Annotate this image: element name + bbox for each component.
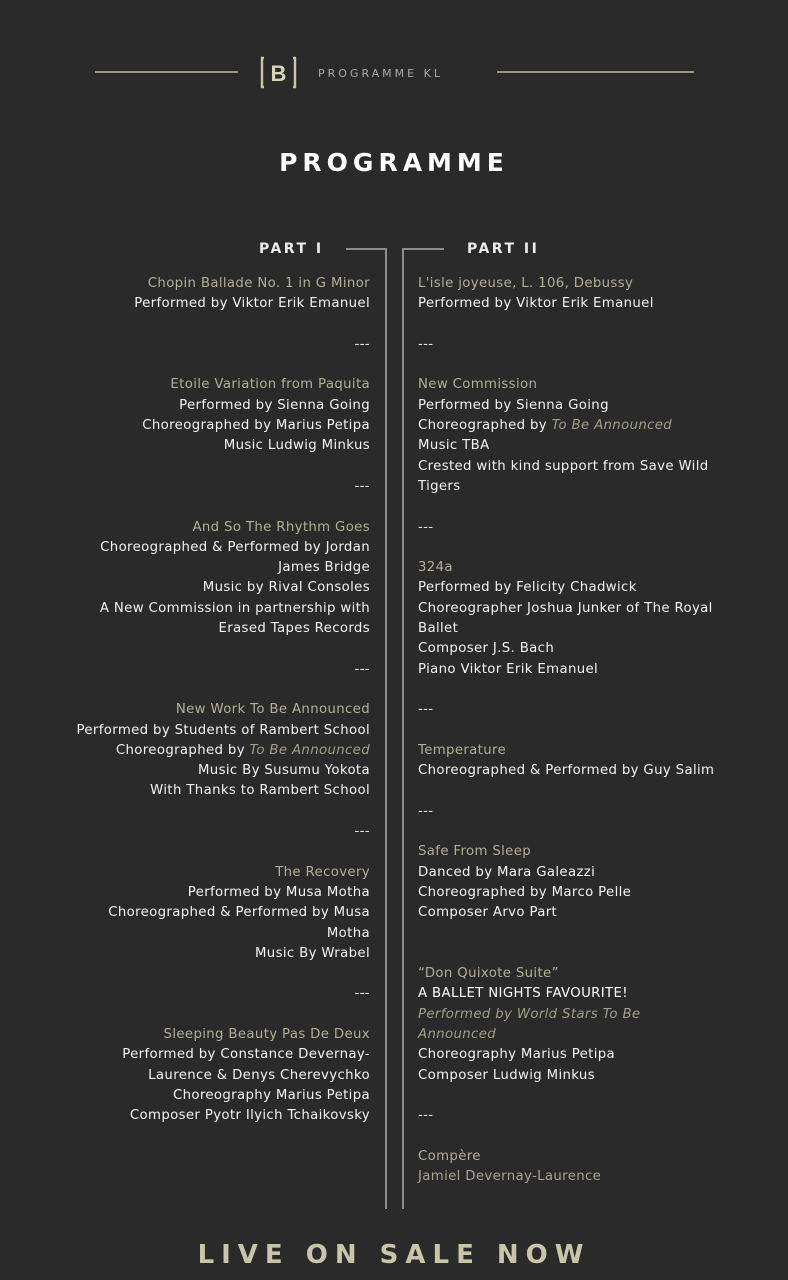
separator: --- <box>354 824 370 840</box>
separator: --- <box>418 519 434 535</box>
logo-icon <box>260 56 297 89</box>
divider-top-left <box>346 248 387 250</box>
item-credit: Performed by Sienna Going <box>179 397 370 413</box>
item-credit: A New Commission in partnership with <box>99 600 370 616</box>
part-two-heading: PART II <box>467 241 540 257</box>
separator: --- <box>354 336 370 352</box>
item-credit: Erased Tapes Records <box>218 621 370 637</box>
item-credit: Jamiel Devernay-Laurence <box>418 1169 602 1185</box>
brand-name: PROGRAMME KL <box>318 67 443 80</box>
item-credit: Choreographed & Performed by Jordan <box>100 539 370 555</box>
item-credit: Choreographer Joshua Junker of The Royal <box>418 600 713 616</box>
item-highlight: A BALLET NIGHTS FAVOURITE! <box>418 986 628 1002</box>
item-credit: Choreography Marius Petipa <box>172 1087 370 1103</box>
header-rule-left <box>95 71 238 73</box>
programme-item <box>60 375 370 456</box>
item-title: 324a <box>418 560 453 576</box>
header <box>0 56 788 90</box>
separator: --- <box>354 986 370 1002</box>
item-credit: Performed by Felicity Chadwick <box>418 580 637 596</box>
item-credit: Composer Pyotr Ilyich Tchaikovsky <box>129 1108 370 1124</box>
divider-vertical-right <box>402 248 404 1209</box>
item-credit: James Bridge <box>278 560 370 576</box>
item-credit: Music TBA <box>418 438 490 454</box>
logo-letter: B <box>270 61 287 86</box>
item-credit: Crested with kind support from Save Wild <box>418 458 709 474</box>
tba-text: To Be Announced <box>249 742 370 758</box>
item-title: L'isle joyeuse, L. 106, Debussy <box>418 276 634 291</box>
item-credit: Announced <box>418 1026 497 1042</box>
programme-item <box>60 274 370 315</box>
item-title: And So The Rhythm Goes <box>192 519 370 535</box>
programme-item <box>418 274 718 315</box>
item-credit: Composer Ludwig Minkus <box>418 1067 595 1083</box>
programme-item <box>60 700 370 801</box>
tba-text: To Be Announced <box>551 418 673 434</box>
item-title: Temperature <box>418 742 507 758</box>
programme-item <box>418 741 718 782</box>
item-credit: Composer J.S. Bach <box>418 641 555 657</box>
part-one-heading: PART I <box>259 241 324 257</box>
programme-item <box>418 842 718 923</box>
item-credit: Performed by World Stars To Be <box>418 1006 641 1022</box>
credit-prefix: Choreographed by <box>418 418 552 434</box>
programme-item <box>60 518 370 640</box>
item-credit: Choreographed by Marco Pelle <box>418 884 632 900</box>
item-credit: Piano Viktor Erik Emanuel <box>418 661 599 677</box>
programme-item <box>60 863 370 964</box>
header-rule-right <box>497 71 694 73</box>
item-credit <box>60 741 370 761</box>
separator: --- <box>418 336 434 352</box>
item-credit <box>418 416 718 436</box>
programme-item <box>418 1147 718 1188</box>
separator: --- <box>418 1108 434 1124</box>
item-title: Sleeping Beauty Pas De Deux <box>163 1026 370 1042</box>
item-credit: With Thanks to Rambert School <box>150 783 370 799</box>
programme-item <box>418 558 718 680</box>
divider-vertical-left <box>385 248 387 1209</box>
separator: --- <box>354 661 370 677</box>
item-credit: Performed by Viktor Erik Emanuel <box>134 296 370 312</box>
item-credit: Performed by Musa Motha <box>187 884 370 900</box>
item-credit: Choreographed & Performed by Guy Salim <box>418 763 715 779</box>
item-credit: Ballet <box>418 621 459 637</box>
item-credit: Music By Wrabel <box>254 945 370 961</box>
item-title: Etoile Variation from Paquita <box>170 377 370 393</box>
item-credit: Choreographed by Marius Petipa <box>142 418 370 434</box>
item-title: Chopin Ballade No. 1 in G Minor <box>147 276 370 291</box>
item-credit: Tigers <box>418 478 461 494</box>
item-credit: Performed by Viktor Erik Emanuel <box>418 296 654 312</box>
item-credit: Composer Arvo Part <box>418 905 558 921</box>
programme-item <box>418 375 718 497</box>
item-title: Safe From Sleep <box>418 844 532 860</box>
on-sale-banner[interactable]: LIVE ON SALE NOW <box>197 1240 591 1270</box>
item-credit: Performed by Sienna Going <box>418 397 609 413</box>
item-title: Compère <box>418 1148 481 1164</box>
divider-top-right <box>402 248 444 250</box>
item-credit: Performed by Constance Devernay- <box>122 1047 370 1063</box>
item-credit: Motha <box>326 925 370 941</box>
separator: --- <box>418 803 434 819</box>
separator: --- <box>354 478 370 494</box>
item-credit: Music By Susumu Yokota <box>197 763 370 779</box>
programme-item <box>60 1025 370 1126</box>
item-credit: Music by Rival Consoles <box>202 580 370 596</box>
item-title: New Commission <box>418 377 538 393</box>
item-title: The Recovery <box>275 864 370 880</box>
separator: --- <box>418 702 434 718</box>
item-credit: Danced by Mara Galeazzi <box>418 864 596 880</box>
item-title: New Work To Be Announced <box>175 702 370 718</box>
item-credit: Performed by Students of Rambert School <box>76 722 370 738</box>
item-credit: Laurence & Denys Cherevychko <box>148 1067 370 1083</box>
part-two-list <box>418 274 718 1187</box>
item-credit: Choreographed & Performed by Musa <box>108 905 370 921</box>
item-credit: Music Ludwig Minkus <box>223 438 370 454</box>
item-title: “Don Quixote Suite” <box>418 966 559 982</box>
part-one-list <box>60 274 370 1126</box>
credit-prefix: Choreographed by <box>115 742 250 758</box>
item-credit: Choreography Marius Petipa <box>418 1047 616 1063</box>
programme-item <box>418 964 718 1086</box>
page-title: PROGRAMME <box>279 148 509 177</box>
